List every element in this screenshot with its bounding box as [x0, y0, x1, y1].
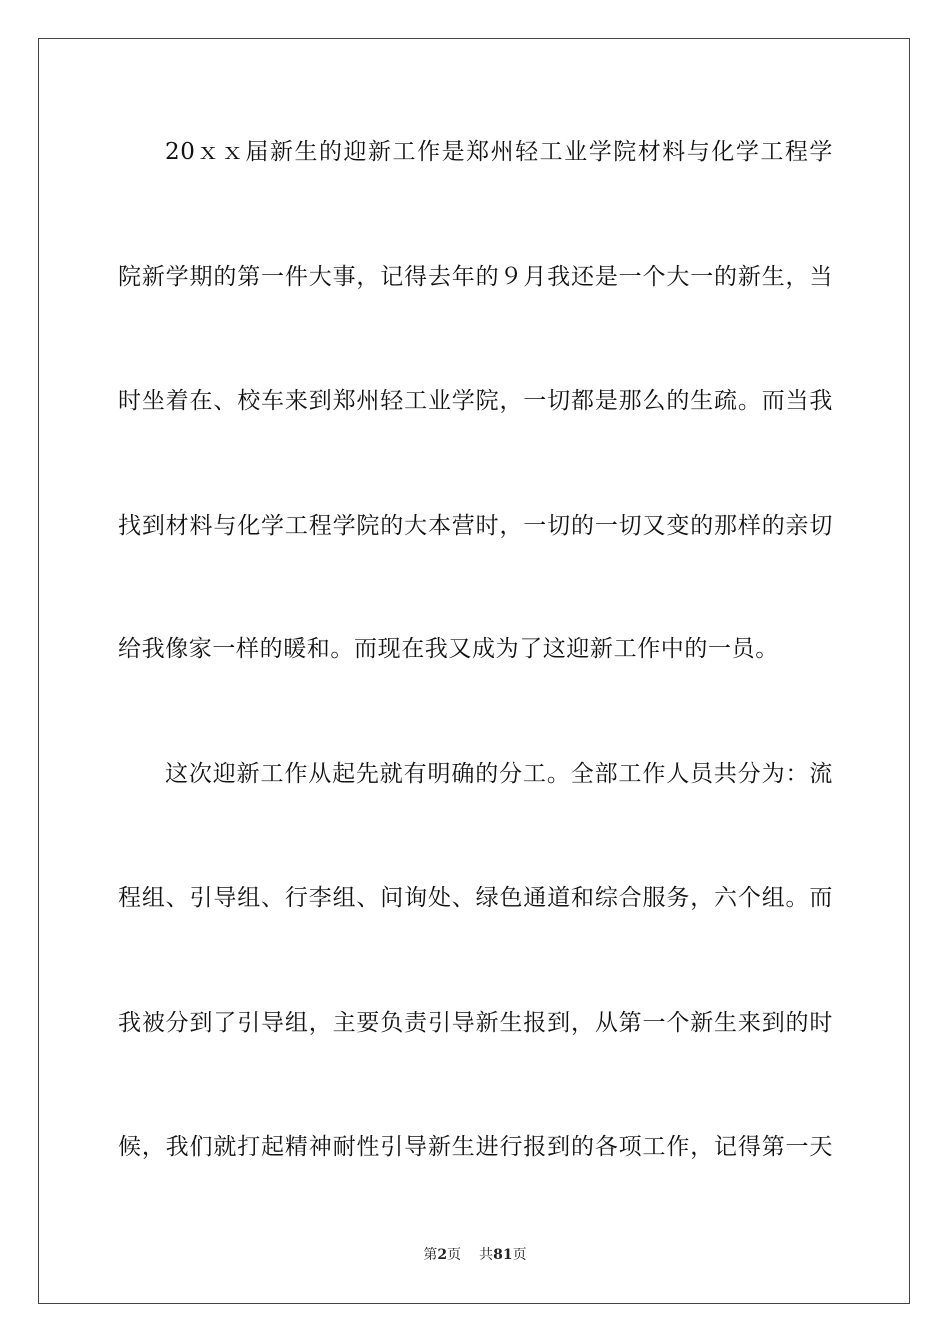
paragraph-1-line-3: 时坐着在、校车来到郑州轻工业学院，一切都是那么的生疏。而当我: [118, 388, 833, 414]
total-pages: 81: [493, 1247, 513, 1263]
total-prefix: 共: [479, 1247, 494, 1263]
paragraph-1-line-4: 找到材料与化学工程学院的大本营时，一切的一切又变的那样的亲切: [118, 513, 833, 539]
page-footer: [0, 1246, 950, 1264]
paragraph-1-line-1: 20ｘｘ届新生的迎新工作是郑州轻工业学院材料与化学工程学: [165, 139, 833, 165]
page-prefix: 第: [423, 1247, 438, 1263]
paragraph-2-line-1: 这次迎新工作从起先就有明确的分工。全部工作人员共分为：流: [165, 761, 833, 787]
page-number: 2: [437, 1247, 448, 1263]
total-suffix: 页: [512, 1247, 527, 1263]
paragraph-1-line-5: 给我像家一样的暖和。而现在我又成为了这迎新工作中的一员。: [118, 636, 779, 662]
paragraph-1-line-2: 院新学期的第一件大事，记得去年的９月我还是一个大一的新生，当: [118, 264, 833, 290]
page-border: [38, 38, 910, 1304]
page-suffix: 页: [447, 1247, 462, 1263]
paragraph-2-line-4: 候，我们就打起精神耐性引导新生进行报到的各项工作，记得第一天: [118, 1134, 833, 1160]
paragraph-2-line-2: 程组、引导组、行李组、问询处、绿色通道和综合服务，六个组。而: [118, 885, 833, 911]
paragraph-2-line-3: 我被分到了引导组，主要负责引导新生报到，从第一个新生来到的时: [118, 1010, 833, 1036]
